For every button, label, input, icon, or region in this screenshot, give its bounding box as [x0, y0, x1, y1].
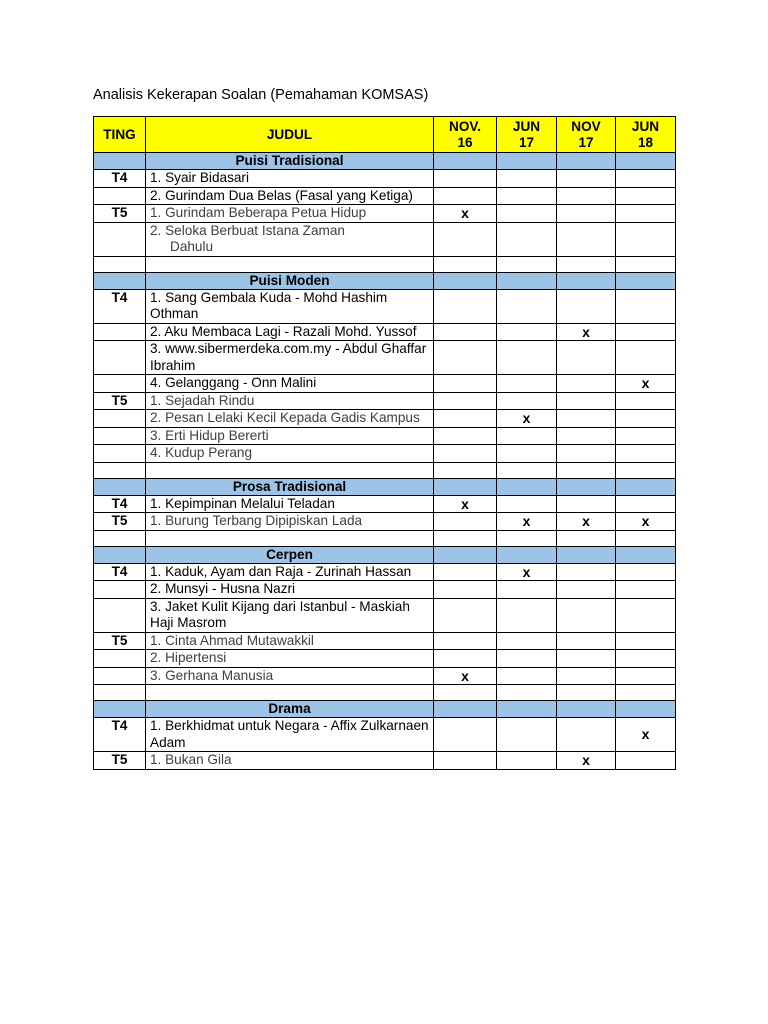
table-header-row — [94, 117, 676, 153]
mark-cell — [616, 375, 676, 393]
mark-x: x — [522, 563, 531, 580]
mark-cell — [557, 650, 616, 668]
mark-cell — [557, 445, 616, 463]
section-header-row — [94, 478, 676, 495]
mark-cell — [497, 205, 557, 223]
mark-cell — [497, 375, 557, 393]
mark-cell — [497, 563, 557, 581]
mark-cell — [434, 170, 497, 188]
mark-cell — [616, 323, 676, 341]
mark-x: x — [641, 513, 650, 529]
title-cell — [146, 650, 434, 668]
mark-cell — [434, 513, 497, 531]
mark-cell — [616, 392, 676, 410]
blank-row — [94, 462, 676, 478]
mark-cell — [434, 410, 497, 428]
mark-cell — [497, 427, 557, 445]
title-text: 1. Berkhidmat untuk Negara - Affix Zulkarnaen Adam — [150, 718, 429, 750]
header-nov16: NOV. 16 — [434, 117, 497, 153]
ting-cell — [94, 410, 146, 428]
title-cell — [146, 323, 434, 341]
ting-cell — [94, 667, 146, 685]
table-row — [94, 205, 676, 223]
header-ting: TING — [94, 117, 146, 153]
title-cell — [146, 205, 434, 223]
table-row — [94, 392, 676, 410]
mark-cell — [616, 718, 676, 752]
mark-x: x — [582, 513, 590, 529]
title-text: 4. Gelanggang - Onn Malini — [150, 375, 317, 390]
header-nov17: NOV 17 — [557, 117, 616, 153]
title-cell — [146, 752, 434, 770]
ting-cell — [94, 427, 146, 445]
mark-cell — [434, 427, 497, 445]
ting-cell — [94, 375, 146, 393]
title-text: 3. Gerhana Manusia — [150, 667, 274, 683]
mark-cell — [557, 392, 616, 410]
table-row — [94, 598, 676, 632]
mark-cell — [497, 650, 557, 668]
mark-cell — [557, 513, 616, 531]
mark-cell — [557, 667, 616, 685]
mark-cell — [434, 222, 497, 256]
mark-x: x — [582, 323, 590, 340]
title-text: 2. Aku Membaca Lagi - Razali Mohd. Yussof — [150, 323, 417, 339]
mark-cell — [434, 323, 497, 341]
title-text: 2. Pesan Lelaki Kecil Kepada Gadis Kampus — [150, 410, 420, 425]
table-row — [94, 667, 676, 685]
title-cell — [146, 563, 434, 581]
mark-x: x — [461, 495, 469, 512]
table-row — [94, 752, 676, 770]
section-header-row — [94, 701, 676, 718]
mark-cell — [434, 205, 497, 223]
mark-cell — [616, 752, 676, 770]
mark-cell — [557, 718, 616, 752]
ting-cell: T5 — [94, 392, 146, 410]
blank-row — [94, 685, 676, 701]
mark-cell — [557, 563, 616, 581]
table-row — [94, 289, 676, 323]
mark-cell — [557, 205, 616, 223]
section-title: Cerpen — [146, 546, 434, 563]
mark-cell — [616, 513, 676, 531]
mark-cell — [434, 632, 497, 650]
mark-cell — [497, 718, 557, 752]
table-row — [94, 170, 676, 188]
title-cell — [146, 718, 434, 752]
table-row — [94, 632, 676, 650]
mark-cell — [616, 427, 676, 445]
mark-cell — [497, 222, 557, 256]
title-text: 1. Burung Terbang Dipipiskan Lada — [150, 513, 363, 528]
mark-cell — [616, 445, 676, 463]
title-text: 1. Syair Bidasari — [150, 170, 249, 185]
table-row — [94, 323, 676, 341]
mark-cell — [616, 495, 676, 513]
title-cell — [146, 392, 434, 410]
title-cell — [146, 513, 434, 531]
mark-cell — [557, 581, 616, 599]
mark-cell — [434, 718, 497, 752]
ting-cell: T4 — [94, 289, 146, 323]
mark-cell — [557, 410, 616, 428]
ting-cell: T5 — [94, 752, 146, 770]
ting-cell: T5 — [94, 632, 146, 650]
mark-cell — [616, 205, 676, 223]
mark-cell — [616, 187, 676, 205]
mark-cell — [557, 752, 616, 770]
mark-x: x — [641, 375, 650, 391]
mark-cell — [434, 650, 497, 668]
blank-row — [94, 256, 676, 272]
title-cell — [146, 598, 434, 632]
ting-cell: T4 — [94, 563, 146, 581]
mark-cell — [497, 187, 557, 205]
mark-cell — [497, 513, 557, 531]
mark-cell — [616, 581, 676, 599]
mark-cell — [497, 667, 557, 685]
mark-cell — [557, 341, 616, 375]
ting-cell — [94, 445, 146, 463]
mark-cell — [497, 632, 557, 650]
ting-cell: T5 — [94, 513, 146, 531]
title-cell — [146, 445, 434, 463]
section-title: Prosa Tradisional — [146, 478, 434, 495]
mark-cell — [497, 581, 557, 599]
ting-cell — [94, 222, 146, 256]
table-row — [94, 563, 676, 581]
mark-cell — [434, 392, 497, 410]
title-cell — [146, 427, 434, 445]
ting-cell — [94, 187, 146, 205]
mark-cell — [497, 410, 557, 428]
mark-cell — [497, 170, 557, 188]
table-row — [94, 513, 676, 531]
table-row — [94, 581, 676, 599]
mark-x: x — [641, 726, 650, 743]
title-text: 1. Kepimpinan Melalui Teladan — [150, 495, 335, 511]
title-text: 1. Gurindam Beberapa Petua Hidup — [150, 205, 367, 220]
mark-cell — [616, 341, 676, 375]
header-jun18: JUN 18 — [616, 117, 676, 153]
mark-cell — [557, 598, 616, 632]
title-cell — [146, 341, 434, 375]
title-cell — [146, 289, 434, 323]
table-row — [94, 427, 676, 445]
mark-cell — [557, 632, 616, 650]
title-text: 1. Bukan Gila — [150, 752, 232, 767]
mark-cell — [616, 598, 676, 632]
title-text: 1. Cinta Ahmad Mutawakkil — [150, 632, 314, 648]
mark-cell — [557, 375, 616, 393]
section-title: Drama — [146, 701, 434, 718]
mark-cell — [557, 323, 616, 341]
table-row — [94, 410, 676, 428]
ting-cell: T4 — [94, 718, 146, 752]
title-text: 2. Hipertensi — [150, 650, 227, 665]
ting-cell — [94, 650, 146, 668]
title-text: 1. Kaduk, Ayam dan Raja - Zurinah Hassan — [150, 563, 412, 579]
mark-cell — [497, 752, 557, 770]
ting-cell: T4 — [94, 495, 146, 513]
table-row — [94, 495, 676, 513]
mark-cell — [434, 581, 497, 599]
title-text: 2. Gurindam Dua Belas (Fasal yang Ketiga) — [150, 187, 413, 203]
title-text: 1. Sang Gembala Kuda - Mohd Hashim Othman — [150, 289, 388, 321]
blank-row — [94, 530, 676, 546]
table-row — [94, 718, 676, 752]
title-cell — [146, 632, 434, 650]
section-header-row — [94, 272, 676, 289]
title-text: 3. www.sibermerdeka.com.my - Abdul Ghaffar Ibrahim — [150, 341, 427, 373]
mark-cell — [497, 341, 557, 375]
title-text: 2. Seloka Berbuat Istana Zaman — [150, 222, 345, 238]
title-cell — [146, 375, 434, 393]
section-title: Puisi Moden — [146, 272, 434, 289]
title-cell — [146, 222, 434, 256]
title-cell — [146, 581, 434, 599]
mark-cell — [434, 667, 497, 685]
mark-cell — [434, 445, 497, 463]
mark-cell — [557, 187, 616, 205]
mark-cell — [434, 289, 497, 323]
mark-cell — [557, 289, 616, 323]
table-row — [94, 375, 676, 393]
document-title: Analisis Kekerapan Soalan (Pemahaman KOMSAS) — [93, 87, 429, 103]
table-row — [94, 187, 676, 205]
mark-x: x — [522, 410, 531, 426]
title-cell — [146, 667, 434, 685]
mark-cell — [557, 170, 616, 188]
mark-cell — [497, 289, 557, 323]
mark-cell — [434, 563, 497, 581]
header-jun17: JUN 17 — [497, 117, 557, 153]
mark-cell — [497, 445, 557, 463]
mark-cell — [616, 632, 676, 650]
mark-cell — [616, 170, 676, 188]
section-header-row — [94, 153, 676, 170]
mark-cell — [557, 222, 616, 256]
mark-x: x — [582, 752, 590, 768]
title-cell — [146, 187, 434, 205]
mark-x: x — [461, 205, 469, 221]
mark-cell — [616, 289, 676, 323]
title-text: 4. Kudup Perang — [150, 445, 253, 460]
title-cell — [146, 495, 434, 513]
mark-cell — [434, 341, 497, 375]
mark-cell — [616, 222, 676, 256]
ting-cell: T5 — [94, 205, 146, 223]
ting-cell — [94, 341, 146, 375]
title-text: 3. Erti Hidup Bererti — [150, 427, 269, 443]
ting-cell — [94, 598, 146, 632]
table-row — [94, 222, 676, 256]
ting-cell — [94, 323, 146, 341]
mark-cell — [434, 752, 497, 770]
header-judul: JUDUL — [146, 117, 434, 153]
mark-cell — [616, 667, 676, 685]
mark-cell — [557, 427, 616, 445]
mark-x: x — [461, 667, 469, 684]
title-text-continued: Dahulu — [170, 239, 214, 254]
title-cell — [146, 170, 434, 188]
mark-cell — [557, 495, 616, 513]
mark-cell — [434, 495, 497, 513]
ting-cell: T4 — [94, 170, 146, 188]
title-text: 3. Jaket Kulit Kijang dari Istanbul - Maskiah Haji Masrom — [150, 598, 410, 630]
mark-cell — [434, 187, 497, 205]
table-row — [94, 445, 676, 463]
table-row — [94, 341, 676, 375]
title-text: 2. Munsyi - Husna Nazri — [150, 581, 296, 596]
mark-cell — [434, 375, 497, 393]
mark-cell — [497, 323, 557, 341]
title-cell — [146, 410, 434, 428]
table-row — [94, 650, 676, 668]
mark-cell — [616, 563, 676, 581]
mark-cell — [497, 495, 557, 513]
section-header-row — [94, 546, 676, 563]
mark-cell — [497, 392, 557, 410]
mark-cell — [497, 598, 557, 632]
analysis-table — [93, 116, 676, 770]
mark-x: x — [522, 513, 531, 529]
mark-cell — [434, 598, 497, 632]
mark-cell — [616, 410, 676, 428]
mark-cell — [616, 650, 676, 668]
title-text: 1. Sejadah Rindu — [150, 392, 255, 408]
section-title: Puisi Tradisional — [146, 153, 434, 170]
ting-cell — [94, 581, 146, 599]
